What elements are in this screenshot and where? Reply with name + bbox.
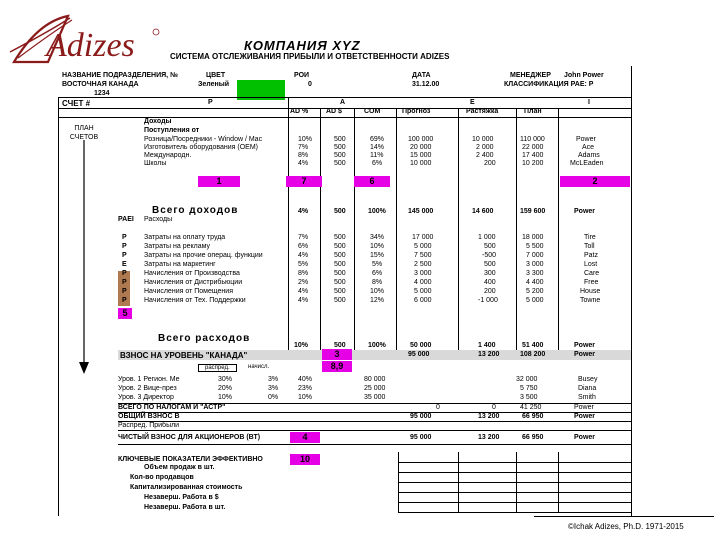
table-cell: Уров. 1 Регион. Ме <box>118 376 180 383</box>
table-cell: Уров. 2 Вице-през <box>118 385 177 392</box>
table-cell: 15 000 <box>410 152 432 159</box>
table-cell: 500 <box>334 270 346 277</box>
table-cell: 11% <box>370 152 384 159</box>
table-cell: 300 <box>484 270 496 277</box>
table-cell: 6% <box>372 270 383 277</box>
account-label: СЧЕТ # <box>62 99 91 108</box>
table-cell: 1 000 <box>478 234 496 241</box>
table-cell: 40% <box>298 376 313 383</box>
table-cell: House <box>580 288 601 295</box>
col-plan: План <box>524 108 542 115</box>
net-person: Power <box>574 434 596 441</box>
table-cell: 5 000 <box>414 288 432 295</box>
table-cell: 5 200 <box>526 288 544 295</box>
kpi-item: Незаверш. Работа в шт. <box>144 504 226 511</box>
table-cell: Затраты на рекламу <box>144 243 210 250</box>
table-cell: 10% <box>298 394 313 401</box>
table-cell: 80 000 <box>364 376 386 383</box>
profit-distribution-label: Распред. Прибыли <box>118 422 180 429</box>
table-cell: 7 500 <box>414 252 432 259</box>
table-cell: 2 500 <box>414 261 432 268</box>
table-cell: E <box>122 261 127 268</box>
table-cell: 0% <box>268 394 279 401</box>
dept-value: ВОСТОЧНАЯ КАНАДА <box>62 81 139 88</box>
table-cell: 4 000 <box>414 279 432 286</box>
table-cell: Затраты на прочие операц. функции <box>144 252 263 259</box>
table-cell: 500 <box>334 160 346 167</box>
contribution-forecast: 95 000 <box>408 351 430 358</box>
table-cell: Затраты на оплату труда <box>144 234 226 241</box>
table-cell: 5% <box>372 261 383 268</box>
tag-3: 3 <box>322 349 352 360</box>
table-cell: 110 000 <box>520 136 545 143</box>
tax-total-label: ВСЕГО ПО НАЛОГАМ И "АСТР" <box>118 404 226 411</box>
income-subtitle: Поступления от <box>144 127 200 134</box>
col-com: COM <box>364 108 381 115</box>
table-cell: 6 000 <box>414 297 432 304</box>
table-cell: 50 000 <box>410 342 432 349</box>
kpi-label: КЛЮЧЕВЫЕ ПОКАЗАТЕЛИ ЭФФЕКТИВНО <box>118 456 263 463</box>
date-value: 31.12.00 <box>412 81 440 88</box>
table-cell: P <box>122 297 127 304</box>
table-cell: McLEaden <box>570 160 604 167</box>
table-cell: 20 000 <box>410 144 432 151</box>
table-cell: 14% <box>370 144 385 151</box>
table-cell: 10% <box>294 342 309 349</box>
table-cell: 5 000 <box>414 243 432 250</box>
table-cell: 7 000 <box>526 252 544 259</box>
table-cell: Начисления от Помещения <box>144 288 234 295</box>
col-letter-a: A <box>340 99 346 106</box>
table-cell: 3% <box>268 385 279 392</box>
table-cell: 200 <box>484 288 496 295</box>
manager-value: John Power <box>564 72 604 79</box>
table-cell: 3% <box>268 376 279 383</box>
company-title: КОМПАНИЯ XYZ <box>244 38 361 53</box>
table-cell: 23% <box>298 385 313 392</box>
table-cell: 25 000 <box>364 385 386 392</box>
table-cell: Power <box>574 208 596 215</box>
table-cell: 500 <box>484 243 496 250</box>
table-cell: 8% <box>372 279 383 286</box>
tag-7: 7 <box>286 176 322 187</box>
table-cell: Школы <box>144 160 167 167</box>
table-cell: 20% <box>218 385 233 392</box>
table-cell: 10 000 <box>410 160 432 167</box>
table-cell: 12% <box>370 297 385 304</box>
table-cell: 200 <box>484 160 496 167</box>
tag-1: 1 <box>198 176 240 187</box>
tag-8-9: 8,9 <box>322 361 352 372</box>
tax-forecast: 0 <box>436 404 440 411</box>
table-cell: 30% <box>218 376 233 383</box>
kpi-item: Капитализированная стоимость <box>130 484 243 491</box>
table-cell: 500 <box>334 144 346 151</box>
table-cell: Начисления от Тех. Поддержки <box>144 297 246 304</box>
table-cell: Lost <box>584 261 598 268</box>
col-forecast: Прогноз <box>402 108 431 115</box>
table-cell: P <box>122 252 127 259</box>
expense-total-label: Всего расходов <box>158 333 251 344</box>
tag-2: 2 <box>560 176 630 187</box>
common-contribution-label: ОБЩИЙ ВЗНОС В <box>118 413 180 420</box>
manager-label: МЕНЕДЖЕР <box>510 72 551 79</box>
contribution-stretch: 13 200 <box>478 351 500 358</box>
table-cell: Towne <box>580 297 601 304</box>
col-letter-p: P <box>208 99 213 106</box>
table-cell: 7% <box>298 144 309 151</box>
table-cell: P <box>122 279 127 286</box>
table-cell: 100% <box>368 342 386 349</box>
tag-5: 5 <box>118 308 132 319</box>
common-plan: 66 950 <box>522 413 544 420</box>
table-cell: 500 <box>334 252 346 259</box>
tag-10: 10 <box>290 454 320 465</box>
dept-code: 1234 <box>94 90 110 97</box>
table-cell: Ace <box>582 144 595 151</box>
table-cell: 2 000 <box>476 144 494 151</box>
table-cell: Free <box>584 279 599 286</box>
table-cell: 10% <box>298 136 313 143</box>
table-cell: 5 750 <box>520 385 538 392</box>
table-cell: 3 000 <box>414 270 432 277</box>
kpi-item: Объем продаж в шт. <box>144 464 215 471</box>
table-cell: 100 000 <box>408 136 434 143</box>
table-cell: 500 <box>334 136 346 143</box>
table-cell: 3 000 <box>526 261 544 268</box>
table-cell: 69% <box>370 136 385 143</box>
table-cell: 5% <box>298 261 309 268</box>
table-cell: 100% <box>368 208 386 215</box>
table-cell: 500 <box>334 261 346 268</box>
table-cell: 145 000 <box>408 208 434 215</box>
tag-6: 6 <box>354 176 390 187</box>
kpi-item: Незаверш. Работа в $ <box>144 494 219 501</box>
tag-4: 4 <box>290 432 320 443</box>
common-forecast: 95 000 <box>410 413 432 420</box>
table-cell: 15% <box>370 252 385 259</box>
distribution-col2: начисл. <box>248 364 270 370</box>
table-cell: Международн. <box>144 152 192 159</box>
col-ad-pct: AD % <box>290 108 309 115</box>
table-cell: Power <box>576 136 596 143</box>
table-cell: Adams <box>578 152 600 159</box>
table-cell: 10% <box>218 394 233 401</box>
table-cell: 5 500 <box>526 243 544 250</box>
copyright: ©Ichak Adizes, Ph.D. 1971-2015 <box>568 522 684 531</box>
table-cell: Smith <box>578 394 596 401</box>
date-label: ДАТА <box>412 72 431 79</box>
table-cell: Затраты на маркетинг <box>144 261 216 268</box>
col-letter-e: E <box>470 99 475 106</box>
footer-rule <box>534 516 714 517</box>
table-cell: Busey <box>578 376 598 383</box>
table-cell: Tire <box>584 234 596 241</box>
common-stretch: 13 200 <box>478 413 500 420</box>
col-ad: AD $ <box>326 108 342 115</box>
tracking-sheet <box>58 66 632 516</box>
table-cell: Розница/Посредники - Window / Mac <box>144 136 263 143</box>
table-cell: 400 <box>484 279 496 286</box>
system-title: СИСТЕМА ОТСЛЕЖИВАНИЯ ПРИБЫЛИ И ОТВЕТСТВЕННОСТИ ADIZES <box>170 52 450 61</box>
table-cell: 4% <box>298 160 309 167</box>
expense-title: Расходы <box>144 216 173 223</box>
table-cell: 3 300 <box>526 270 544 277</box>
roi-label: РОИ <box>294 72 310 79</box>
table-cell: P <box>122 234 127 241</box>
table-cell: 17 400 <box>522 152 544 159</box>
table-cell: Уров. 3 Директор <box>118 394 174 401</box>
table-cell: 4% <box>298 252 309 259</box>
roi-value: 0 <box>308 81 312 88</box>
color-value: Зеленый <box>198 81 230 88</box>
table-cell: P <box>122 270 127 277</box>
tax-plan: 41 250 <box>520 404 542 411</box>
net-forecast: 95 000 <box>410 434 432 441</box>
contribution-plan: 108 200 <box>520 351 546 358</box>
table-cell: P <box>122 243 127 250</box>
table-cell: 34% <box>370 234 385 241</box>
table-cell: Начисления от Дистрибьюции <box>144 279 243 286</box>
contribution-label: ВЗНОС НА УРОВЕНЬ "КАНАДА" <box>120 351 248 360</box>
table-cell: 4% <box>298 208 309 215</box>
table-cell: 500 <box>484 261 496 268</box>
table-cell: Изготовитель оборудования (OEM) <box>144 144 258 151</box>
table-cell: 3 500 <box>520 394 538 401</box>
table-cell: Начисления от Производства <box>144 270 240 277</box>
col-letter-i: I <box>588 99 590 106</box>
income-total-label: Всего доходов <box>152 205 239 216</box>
paei-label: PAEI <box>118 216 134 223</box>
table-cell: Patz <box>584 252 599 259</box>
table-cell: 500 <box>334 297 346 304</box>
income-title: Доходы <box>144 118 172 125</box>
table-cell: Diana <box>578 385 597 392</box>
table-cell: 7% <box>298 234 309 241</box>
net-contribution-label: ЧИСТЫЙ ВЗНОС ДЛЯ АКЦИОНЕРОВ (ВТ) <box>118 434 261 441</box>
col-stretch: Растяжка <box>466 108 499 115</box>
table-cell: 4% <box>298 288 309 295</box>
net-plan: 66 950 <box>522 434 544 441</box>
table-cell: 8% <box>298 152 309 159</box>
table-cell: 22 000 <box>522 144 544 151</box>
table-cell: 500 <box>334 279 346 286</box>
table-cell: P <box>122 288 127 295</box>
table-cell: 8% <box>298 270 309 277</box>
color-label: ЦВЕТ <box>206 72 226 79</box>
table-cell: 500 <box>334 152 346 159</box>
table-cell: Care <box>584 270 600 277</box>
table-cell: 6% <box>372 160 383 167</box>
table-cell: Toll <box>584 243 595 250</box>
table-cell: 35 000 <box>364 394 386 401</box>
contribution-person: Power <box>574 351 596 358</box>
table-cell: 10 000 <box>472 136 494 143</box>
tax-stretch: 0 <box>492 404 496 411</box>
table-cell: 2% <box>298 279 309 286</box>
table-cell: 500 <box>334 243 346 250</box>
distribution-col1: распред. <box>198 364 237 372</box>
dept-label: НАЗВАНИЕ ПОДРАЗДЕЛЕНИЯ, № <box>62 72 178 79</box>
tax-person: Power <box>574 404 594 411</box>
table-cell: 500 <box>334 234 346 241</box>
table-cell: ПЛАН <box>74 125 94 132</box>
table-cell: 500 <box>334 342 346 349</box>
table-cell: 17 000 <box>412 234 434 241</box>
table-cell: 10 200 <box>522 160 544 167</box>
table-cell: 2 400 <box>476 152 494 159</box>
table-cell: 18 000 <box>522 234 544 241</box>
table-cell: -1 000 <box>478 297 498 304</box>
table-cell: 159 600 <box>520 208 546 215</box>
adizes-logo <box>8 12 168 66</box>
table-cell: 4% <box>298 297 309 304</box>
table-cell: 14 600 <box>472 208 494 215</box>
table-cell: 1 400 <box>478 342 496 349</box>
table-cell: -500 <box>482 252 497 259</box>
table-cell: СЧЕТОВ <box>69 134 99 141</box>
table-cell: Power <box>574 342 596 349</box>
kpi-item: Кол-во продавцов <box>130 474 194 481</box>
classification: КЛАССИФИКАЦИЯ PAE: P <box>504 81 594 88</box>
table-cell: 6% <box>298 243 309 250</box>
table-cell: 500 <box>334 208 346 215</box>
table-cell: 10% <box>370 288 385 295</box>
table-cell: 500 <box>334 288 346 295</box>
table-cell: 10% <box>370 243 385 250</box>
table-cell: 4 400 <box>526 279 544 286</box>
common-person: Power <box>574 413 596 420</box>
table-cell: 32 000 <box>516 376 538 383</box>
table-cell: 51 400 <box>522 342 544 349</box>
logo-text: Adizes <box>46 27 135 64</box>
table-cell: 5 000 <box>526 297 544 304</box>
net-stretch: 13 200 <box>478 434 500 441</box>
